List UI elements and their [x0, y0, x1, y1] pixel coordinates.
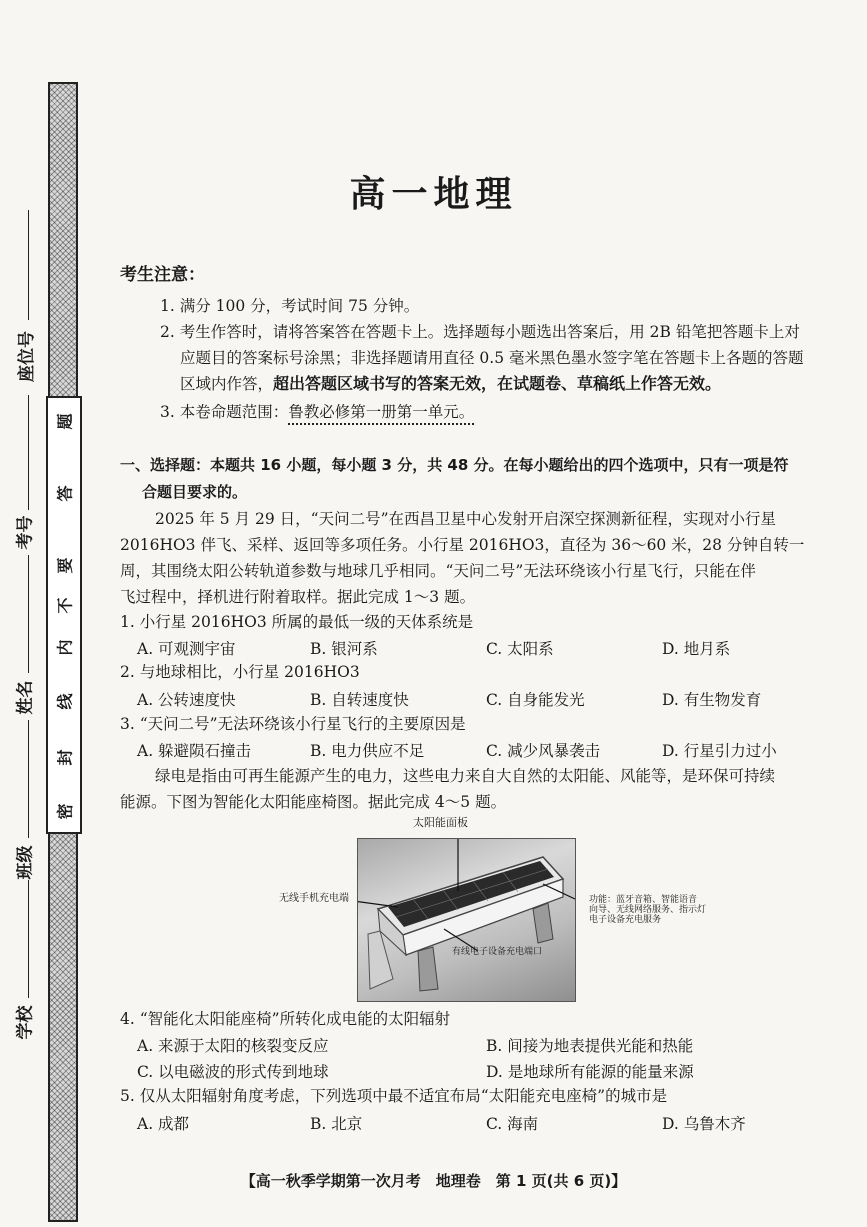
name-field[interactable] — [28, 555, 29, 673]
figure-label-solar-panel: 太阳能面板 — [413, 816, 468, 829]
question-4-stem: 4. “智能化太阳能座椅”所转化成电能的太阳辐射 — [120, 1010, 451, 1028]
passage-2-line: 绿电是指由可再生能源产生的电力，这些电力来自大自然的太阳能、风能等，是环保可持续 — [155, 767, 776, 785]
question-2-stem: 2. 与地球相比，小行星 2016HO3 — [120, 663, 360, 681]
question-1-option-c[interactable]: C. 太阳系 — [486, 640, 554, 658]
question-4-option-c[interactable]: C. 以电磁波的形式传到地球 — [137, 1063, 329, 1081]
figure-functions-line: 功能：蓝牙音箱、智能语音 — [589, 895, 698, 905]
notice-item-2-line-1: 2. 考生作答时，请将答案答在答题卡上。选择题每小题选出答案后，用 2B 铅笔把答题卡上对 — [160, 323, 800, 341]
passage-2-line: 能源。下图为智能化太阳能座椅图。据此完成 4～5 题。 — [120, 793, 507, 811]
question-5-option-c[interactable]: C. 海南 — [486, 1115, 539, 1133]
figure-label-wireless-charging: 无线手机充电端 — [279, 893, 349, 904]
notice-item-3 — [160, 402, 474, 422]
figure-label-functions — [589, 895, 706, 925]
exam-number-field[interactable] — [28, 395, 29, 510]
class-field[interactable] — [28, 720, 29, 838]
notice-item-2-plain: 区域内作答， — [180, 375, 274, 393]
notice-heading: 考生注意： — [120, 265, 205, 285]
seal-char: 封 — [55, 749, 75, 766]
seal-char: 内 — [55, 639, 75, 656]
question-1-option-b[interactable]: B. 银河系 — [310, 640, 378, 658]
question-2-option-b[interactable]: B. 自转速度快 — [310, 691, 409, 709]
seal-char: 不 — [55, 597, 75, 614]
question-1-option-a[interactable]: A. 可观测宇宙 — [137, 640, 236, 658]
question-4-option-b[interactable]: B. 间接为地表提供光能和热能 — [486, 1037, 694, 1055]
question-1-stem: 1. 小行星 2016HO3 所属的最低一级的天体系统是 — [120, 613, 474, 631]
section-heading-line-2: 合题目要求的。 — [142, 483, 248, 501]
question-3-option-b[interactable]: B. 电力供应不足 — [310, 742, 425, 760]
seat-number-label: 座位号 — [17, 331, 37, 382]
class-label: 班级 — [15, 845, 36, 880]
notice-item-3-prefix: 3. 本卷命题范围： — [160, 403, 289, 421]
notice-warning: 超出答题区域书写的答案无效，在试题卷、草稿纸上作答无效。 — [273, 374, 722, 393]
passage-1-line: 周，其围绕太阳公转轨道参数与地球几乎相同。“天问二号”无法环绕该小行星飞行，只能在伴 — [120, 562, 756, 580]
solar-bench-photo — [357, 838, 576, 1002]
seal-char: 线 — [55, 693, 75, 710]
question-3-option-c[interactable]: C. 减少风暴袭击 — [486, 742, 601, 760]
name-label: 姓名 — [15, 680, 36, 715]
question-3-stem: 3. “天问二号”无法环绕该小行星飞行的主要原因是 — [120, 715, 466, 733]
seal-char: 题 — [55, 413, 75, 430]
page-title: 高一地理 — [349, 174, 518, 215]
school-label: 学校 — [15, 1005, 36, 1040]
question-1-option-d[interactable]: D. 地月系 — [662, 640, 731, 658]
question-2-option-c[interactable]: C. 自身能发光 — [486, 691, 585, 709]
figure-label-wired-charging: 有线电子设备充电端口 — [452, 947, 543, 957]
question-5-option-d[interactable]: D. 乌鲁木齐 — [662, 1115, 746, 1133]
notice-item-1: 1. 满分 100 分，考试时间 75 分钟。 — [160, 297, 420, 315]
question-4-option-a[interactable]: A. 来源于太阳的核裂变反应 — [137, 1037, 329, 1055]
figure-functions-line: 电子设备充电服务 — [589, 915, 662, 925]
passage-1-line: 飞过程中，择机进行附着取样。据此完成 1～3 题。 — [120, 588, 476, 606]
question-4-option-d[interactable]: D. 是地球所有能源的能量来源 — [486, 1063, 694, 1081]
section-heading-line-1: 一、选择题：本题共 16 小题，每小题 3 分，共 48 分。在每小题给出的四个选项中，只有一项是符 — [120, 456, 789, 474]
question-2-option-a[interactable]: A. 公转速度快 — [137, 691, 236, 709]
seal-char: 要 — [55, 557, 75, 574]
question-2-option-d[interactable]: D. 有生物发育 — [662, 691, 762, 709]
school-field[interactable] — [28, 880, 29, 998]
notice-item-2-line-3 — [180, 374, 721, 394]
seal-char: 密 — [55, 803, 75, 820]
question-5-option-b[interactable]: B. 北京 — [310, 1115, 363, 1133]
question-5-stem: 5. 仅从太阳辐射角度考虑，下列选项中最不适宜布局“太阳能充电座椅”的城市是 — [120, 1087, 668, 1105]
seal-char: 答 — [55, 485, 75, 502]
passage-1-line: 2025 年 5 月 29 日，“天问二号”在西昌卫星中心发射开启深空探测新征程，实现对小行星 — [155, 510, 777, 528]
seat-number-field[interactable] — [28, 210, 29, 320]
question-5-option-a[interactable]: A. 成都 — [137, 1115, 190, 1133]
solar-bench-illustration — [358, 839, 575, 1001]
question-3-option-a[interactable]: A. 躲避陨石撞击 — [137, 742, 252, 760]
scope-text: 鲁教必修第一册第一单元。 — [288, 403, 474, 425]
page-footer: 【高一秋季学期第一次月考 地理卷 第 1 页(共 6 页)】 — [240, 1172, 627, 1190]
question-3-option-d[interactable]: D. 行星引力过小 — [662, 742, 777, 760]
notice-item-2-line-2: 应题目的答案标号涂黑；非选择题请用直径 0.5 毫米黑色墨水签字笔在答题卡上各题的答题 — [180, 349, 804, 367]
figure-functions-line: 向导、无线网络服务、指示灯 — [589, 905, 707, 915]
exam-number-label: 考号 — [15, 515, 36, 550]
passage-1-line: 2016HO3 伴飞、采样、返回等多项任务。小行星 2016HO3，直径为 36～60 米，28 分钟自转一 — [120, 536, 805, 554]
